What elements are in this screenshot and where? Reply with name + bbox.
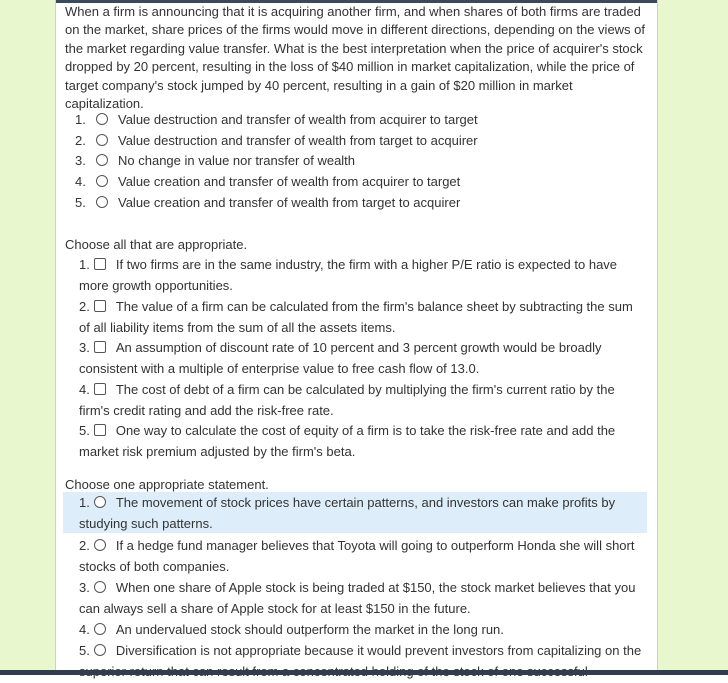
q1-option-1[interactable]: 1. Value destruction and transfer of wealth from acquirer to target [75, 112, 478, 127]
checkbox-icon[interactable] [94, 341, 106, 353]
checkbox-icon[interactable] [94, 300, 106, 312]
q3-option-1[interactable]: 1. The movement of stock prices have certain patterns, and investors can make profits by studying such patterns. [79, 495, 616, 531]
q1-option-5[interactable]: 5. Value creation and transfer of wealth from target to acquirer [75, 195, 461, 210]
q3-option-4[interactable]: 4. An undervalued stock should outperform the market in the long run. [79, 622, 504, 637]
option-label: If a hedge fund manager believes that Toyota will going to outperform Honda she will short stocks of both companies. [79, 538, 635, 574]
left-side-panel [0, 0, 56, 675]
radio-button-icon[interactable] [94, 623, 106, 635]
radio-button-icon[interactable] [96, 113, 108, 125]
option-label: The movement of stock prices have certain patterns, and investors can make profits by studying such patterns. [79, 495, 616, 531]
q3-option-2[interactable]: 2. If a hedge fund manager believes that Toyota will going to outperform Honda she will short stocks of both companies. [79, 538, 635, 574]
q2-option-3[interactable]: 3. An assumption of discount rate of 10 percent and 3 percent growth would be broadly consistent with a multiple of enterprise value to free cash flow of 13.0. [79, 340, 602, 376]
q2-option-2[interactable]: 2. The value of a firm can be calculated from the firm's balance sheet by subtracting the sum of all liability items from the sum of all the assets items. [79, 299, 633, 335]
option-label: An assumption of discount rate of 10 percent and 3 percent growth would be broadly consistent with a multiple of enterprise value to free cash flow of 13.0. [79, 340, 602, 376]
option-label: Diversification is not appropriate because it would prevent investors from capitalizing on the [115, 643, 642, 658]
option-label: Value destruction and transfer of wealth from acquirer to target [118, 112, 478, 127]
radio-button-icon[interactable] [94, 644, 106, 656]
checkbox-icon[interactable] [94, 258, 106, 270]
q3-option-3[interactable]: 3. When one share of Apple stock is being traded at $150, the stock market believes that you can always sell a share of Apple stock for at least $150 in the future. [79, 580, 636, 616]
radio-button-icon[interactable] [96, 175, 108, 187]
q2-option-1[interactable]: 1. If two firms are in the same industry, the firm with a higher P/E ratio is expected to have more growth opportunities. [79, 257, 618, 293]
option-label: If two firms are in the same industry, the firm with a higher P/E ratio is expected to have more growth opportunities. [79, 257, 618, 293]
radio-button-icon[interactable] [94, 496, 106, 508]
option-label: Value destruction and transfer of wealth from target to acquirer [118, 133, 478, 148]
radio-button-icon[interactable] [96, 154, 108, 166]
q2-option-5[interactable]: 5. One way to calculate the cost of equity of a firm is to take the risk-free rate and add the market risk premium adjusted by the firm's beta. [79, 423, 616, 459]
radio-button-icon[interactable] [96, 134, 108, 146]
radio-button-icon[interactable] [96, 196, 108, 208]
option-label: No change in value nor transfer of wealth [118, 153, 356, 168]
option-label: An undervalued stock should outperform the market in the long run. [115, 622, 504, 637]
option-label: Value creation and transfer of wealth from target to acquirer [118, 195, 461, 210]
question-content [57, 3, 656, 670]
radio-button-icon[interactable] [94, 539, 106, 551]
option-label: The value of a firm can be calculated from the firm's balance sheet by subtracting the sum of all liability items from the sum of all the assets items. [79, 299, 633, 335]
checkbox-icon[interactable] [94, 424, 106, 436]
question-2-stem: Choose all that are appropriate. [65, 237, 248, 252]
q1-option-4[interactable]: 4. Value creation and transfer of wealth from acquirer to target [75, 174, 461, 189]
right-side-panel [657, 0, 728, 675]
option-label: One way to calculate the cost of equity of a firm is to take the risk-free rate and add the market risk premium adjusted by the firm's beta. [79, 423, 616, 459]
bottom-border [0, 670, 728, 675]
q1-option-2[interactable]: 2. Value destruction and transfer of wealth from target to acquirer [75, 133, 478, 148]
checkbox-icon[interactable] [94, 383, 106, 395]
question-3-stem: Choose one appropriate statement. [65, 477, 269, 492]
radio-button-icon[interactable] [94, 581, 106, 593]
option-label: Value creation and transfer of wealth from acquirer to target [118, 174, 461, 189]
question-1-stem: When a firm is announcing that it is acquiring another firm, and when shares of both firms are traded on the market, share prices of the firms would move in different directions, depending on the views of the market regarding value transfer. What is the best interpretation when the price of acquirer's stock dropped by 20 percent, resulting in the loss of $40 million in market capitalization, while the price of target company's stock jumped by 40 percent, resulting in a gain of $20 million in market capitalization. [65, 4, 646, 112]
option-label: When one share of Apple stock is being traded at $150, the stock market believes that you can always sell a share of Apple stock for at least $150 in the future. [79, 580, 636, 616]
option-label: The cost of debt of a firm can be calculated by multiplying the firm's current ratio by the firm's credit rating and add the risk-free rate. [79, 382, 615, 418]
q2-option-4[interactable]: 4. The cost of debt of a firm can be calculated by multiplying the firm's current ratio by the firm's credit rating and add the risk-free rate. [79, 382, 615, 418]
q1-option-3[interactable]: 3. No change in value nor transfer of wealth [75, 153, 356, 168]
q3-option-5[interactable]: 5. Diversification is not appropriate because it would prevent investors from capitalizing on the [79, 641, 646, 683]
